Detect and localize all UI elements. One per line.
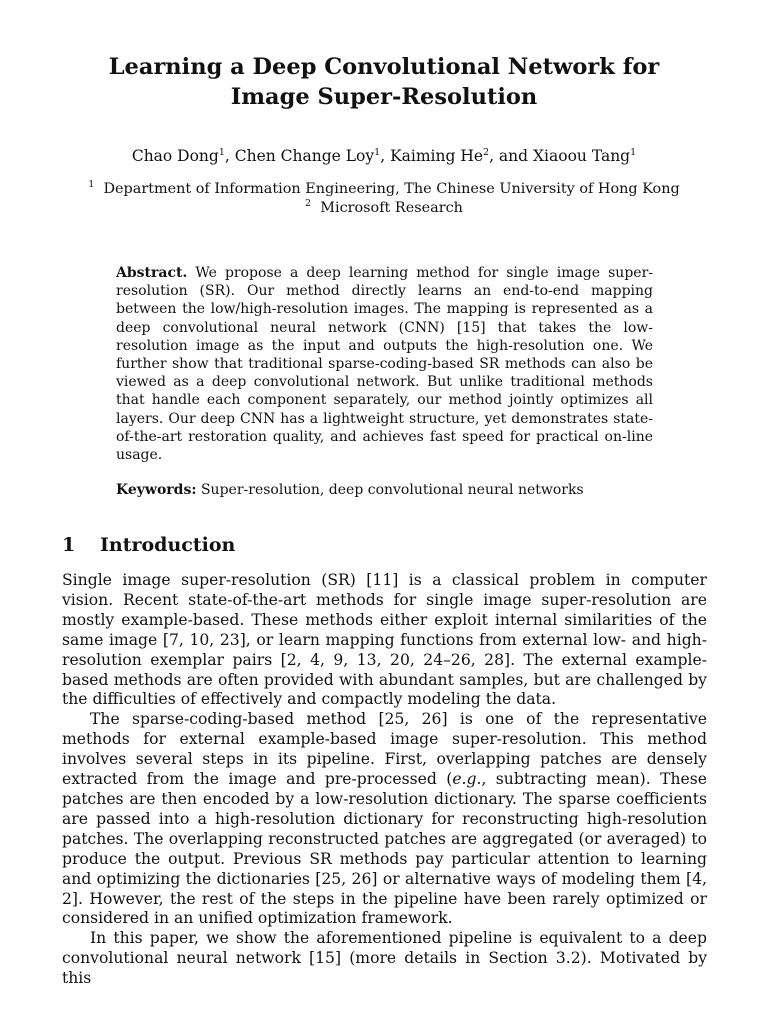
paragraph-1: Single image super-resolution (SR) [11] is a classical problem in computer vision. Recent state-of-the-art methods for single image super-resolution are mostly example-based. These methods either exploit internal similarities of the same image [7, 10, 23], or learn mapping functions from external low- and high-resolution exemplar pairs [2, 4, 9, 13, 20, 24–26, 28]. The external example-based methods are often provided with abundant samples, but are challenged by the difficulties of effectively and compactly modeling the data. — [62, 571, 707, 709]
paragraph-2-emphasis: e.g. — [452, 770, 482, 789]
section-heading — [62, 532, 235, 558]
paragraph-2-part-a: The sparse-coding-based method [25, 26] is one of the representative methods for external example-based image super-resolution. This method involves several steps in its pipeline. First, overlapping patches are densely extracted from the image and pre-processed ( — [62, 710, 707, 789]
abstract — [116, 264, 653, 464]
keywords-label: Keywords: — [116, 482, 197, 498]
author-name: Chen Change Loy — [234, 147, 375, 165]
keywords-text: Super-resolution, deep convolutional neural networks — [200, 482, 584, 498]
author-separator: , and — [489, 147, 534, 165]
affiliation-mark: 2 — [305, 198, 312, 210]
title-line-1: Learning a Deep Convolutional Network for — [108, 54, 660, 80]
affiliation-1 — [60, 180, 708, 199]
abstract-text: We propose a deep learning method for single image super-resolution (SR). Our method directly learns an end-to-end mapping between the low/high-resolution images. The mapping is represented as a deep convolutional neural network (CNN) [15] that takes the low-resolution image as the input and outputs the high-resolution one. We further show that traditional sparse-coding-based SR methods can also be viewed as a deep convolutional network. But unlike traditional methods that handle each component separately, our method jointly optimizes all layers. Our deep CNN has a lightweight structure, yet demonstrates state-of-the-art restoration quality, and achieves fast speed for practical on-line usage. — [116, 265, 653, 464]
paragraph-2 — [62, 710, 707, 929]
author-affiliation-mark: 1 — [374, 146, 381, 158]
affiliation-text: Department of Information Engineering, The Chinese University of Hong Kong — [103, 181, 680, 197]
author-name: Xiaoou Tang — [533, 147, 631, 165]
author-separator: , — [380, 147, 391, 165]
section-title: Introduction — [100, 534, 236, 556]
abstract-label: Abstract. — [116, 265, 188, 281]
author-name: Chao Dong — [131, 147, 219, 165]
paragraph-3: In this paper, we show the aforementioned pipeline is equivalent to a deep convolutional neural network [15] (more details in Section 3.2). Motivated by this — [62, 929, 707, 988]
affiliation-2 — [60, 199, 708, 218]
body-text — [62, 571, 707, 989]
paragraph-2-part-b: , subtracting mean). These patches are then encoded by a low-resolution dictionary. The sparse coefficients are passed into a high-resolution dictionary for reconstructing high-resolution patches. The overlapping reconstructed patches are aggregated (or averaged) to produce the output. Previous SR methods pay particular attention to learning and optimizing the dictionaries [25, 26] or alternative ways of modeling them [4, 2]. However, the rest of the steps in the pipeline have been rarely optimized or considered in an unified optimization framework. — [62, 770, 707, 928]
author-affiliation-mark: 2 — [483, 146, 490, 158]
author-affiliation-mark: 1 — [218, 146, 225, 158]
author-name: Kaiming He — [390, 147, 484, 165]
author-list — [60, 146, 708, 166]
author-separator: , — [224, 147, 235, 165]
affiliation-mark: 1 — [88, 179, 95, 191]
title-line-2: Image Super-Resolution — [230, 84, 538, 110]
affiliation-text: Microsoft Research — [320, 200, 463, 216]
author-affiliation-mark: 1 — [630, 146, 637, 158]
section-number: 1 — [62, 534, 76, 556]
keywords — [116, 481, 653, 499]
paper-title — [60, 52, 708, 112]
